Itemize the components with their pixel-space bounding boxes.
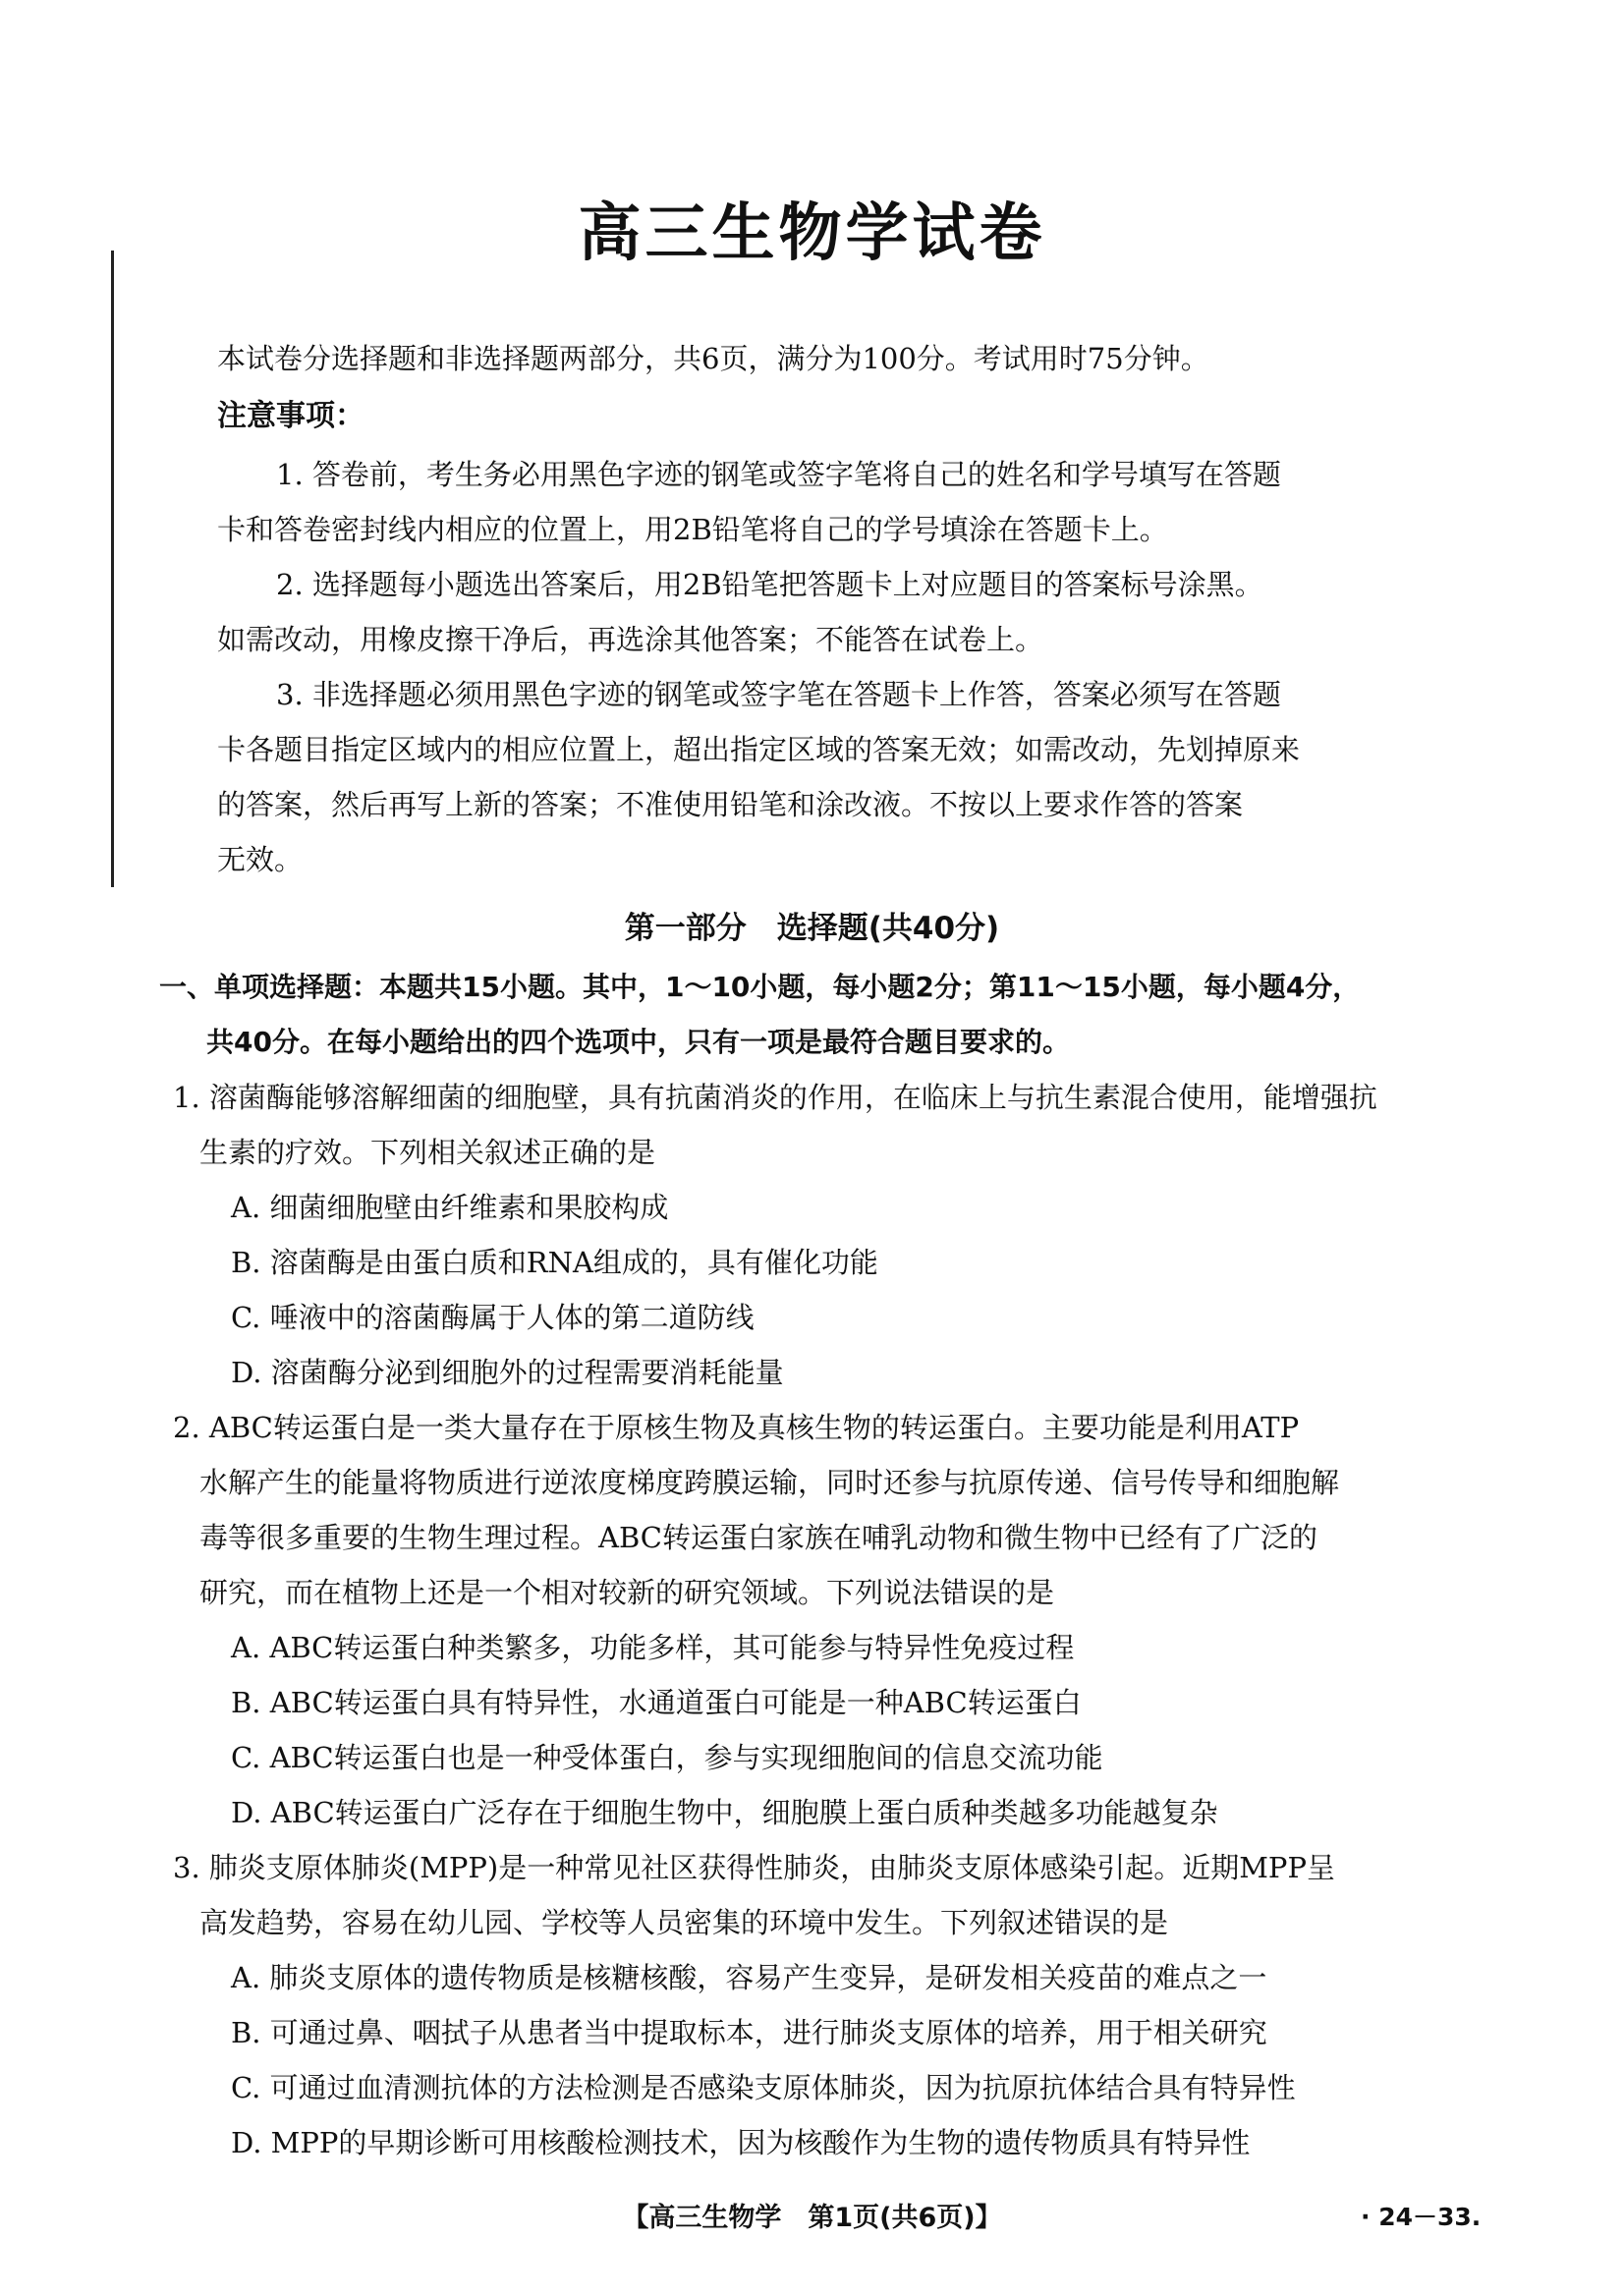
notice-line: 卡各题目指定区域内的相应位置上，超出指定区域的答案无效；如需改动，先划掉原来 bbox=[217, 733, 1301, 766]
answer-option: C. 唾液中的溶菌酶属于人体的第二道防线 bbox=[231, 1301, 755, 1334]
question-stem: 1. 溶菌酶能够溶解细菌的细胞壁，具有抗菌消炎的作用，在临床上与抗生素混合使用，能增强抗 bbox=[173, 1081, 1377, 1114]
section-instruction: 一、单项选择题：本题共15小题。其中，1～10小题，每小题2分；第11～15小题，每小题4分， bbox=[159, 971, 1361, 1003]
section-instruction: 共40分。在每小题给出的四个选项中，只有一项是最符合题目要求的。 bbox=[206, 1026, 1070, 1058]
question-stem: 3. 肺炎支原体肺炎(MPP)是一种常见社区获得性肺炎，由肺炎支原体感染引起。近期MPP呈 bbox=[173, 1851, 1335, 1884]
notice-line: 如需改动，用橡皮擦干净后，再选涂其他答案；不能答在试卷上。 bbox=[217, 623, 1044, 656]
notice-line: 的答案，然后再写上新的答案；不准使用铅笔和涂改液。不按以上要求作答的答案 bbox=[217, 788, 1244, 821]
notice-line: 无效。 bbox=[217, 843, 304, 876]
question-stem: 研究，而在植物上还是一个相对较新的研究领域。下列说法错误的是 bbox=[199, 1576, 1055, 1609]
answer-option: A. 肺炎支原体的遗传物质是核糖核酸，容易产生变异，是研发相关疫苗的难点之一 bbox=[231, 1961, 1267, 1994]
answer-option: D. MPP的早期诊断可用核酸检测技术，因为核酸作为生物的遗传物质具有特异性 bbox=[231, 2126, 1251, 2159]
binding-margin-line bbox=[111, 251, 114, 887]
question-stem: 2. ABC转运蛋白是一类大量存在于原核生物及真核生物的转运蛋白。主要功能是利用ATP bbox=[173, 1411, 1300, 1444]
notice-line: 卡和答卷密封线内相应的位置上，用2B铅笔将自己的学号填涂在答题卡上。 bbox=[217, 513, 1168, 546]
notice-line: 2. 选择题每小题选出答案后，用2B铅笔把答题卡上对应题目的答案标号涂黑。 bbox=[276, 568, 1263, 601]
answer-option: C. ABC转运蛋白也是一种受体蛋白，参与实现细胞间的信息交流功能 bbox=[231, 1741, 1103, 1774]
question-stem: 水解产生的能量将物质进行逆浓度梯度跨膜运输，同时还参与抗原传递、信号传导和细胞解 bbox=[199, 1466, 1340, 1499]
answer-option: A. 细菌细胞壁由纤维素和果胶构成 bbox=[231, 1191, 669, 1224]
answer-option: D. ABC转运蛋白广泛存在于细胞生物中，细胞膜上蛋白质种类越多功能越复杂 bbox=[231, 1796, 1218, 1829]
question-stem: 高发趋势，容易在幼儿园、学校等人员密集的环境中发生。下列叙述错误的是 bbox=[199, 1906, 1169, 1939]
notice-line: 1. 答卷前，考生务必用黑色字迹的钢笔或签字笔将自己的姓名和学号填写在答题 bbox=[276, 458, 1281, 491]
notice-line: 3. 非选择题必须用黑色字迹的钢笔或签字笔在答题卡上作答，答案必须写在答题 bbox=[276, 678, 1281, 711]
answer-option: B. ABC转运蛋白具有特异性，水通道蛋白可能是一种ABC转运蛋白 bbox=[231, 1686, 1082, 1719]
answer-option: C. 可通过血清测抗体的方法检测是否感染支原体肺炎，因为抗原抗体结合具有特异性 bbox=[231, 2071, 1296, 2104]
paper-code: · 24－33. bbox=[1361, 2203, 1482, 2231]
answer-option: D. 溶菌酶分泌到细胞外的过程需要消耗能量 bbox=[231, 1356, 784, 1389]
notice-heading: 注意事项： bbox=[217, 399, 364, 433]
page-footer: 【高三生物学 第1页(共6页)】 bbox=[622, 2203, 1002, 2233]
answer-option: B. 可通过鼻、咽拭子从患者当中提取标本，进行肺炎支原体的培养，用于相关研究 bbox=[231, 2016, 1267, 2049]
question-stem: 毒等很多重要的生物生理过程。ABC转运蛋白家族在哺乳动物和微生物中已经有了广泛的 bbox=[199, 1521, 1317, 1554]
answer-option: A. ABC转运蛋白种类繁多，功能多样，其可能参与特异性免疫过程 bbox=[231, 1631, 1075, 1664]
exam-intro: 本试卷分选择题和非选择题两部分，共6页，满分为100分。考试用时75分钟。 bbox=[217, 342, 1209, 375]
question-stem: 生素的疗效。下列相关叙述正确的是 bbox=[199, 1136, 656, 1169]
part-title: 第一部分 选择题(共40分) bbox=[624, 911, 1000, 946]
exam-title: 高三生物学试卷 bbox=[578, 197, 1046, 270]
answer-option: B. 溶菌酶是由蛋白质和RNA组成的，具有催化功能 bbox=[231, 1246, 878, 1279]
